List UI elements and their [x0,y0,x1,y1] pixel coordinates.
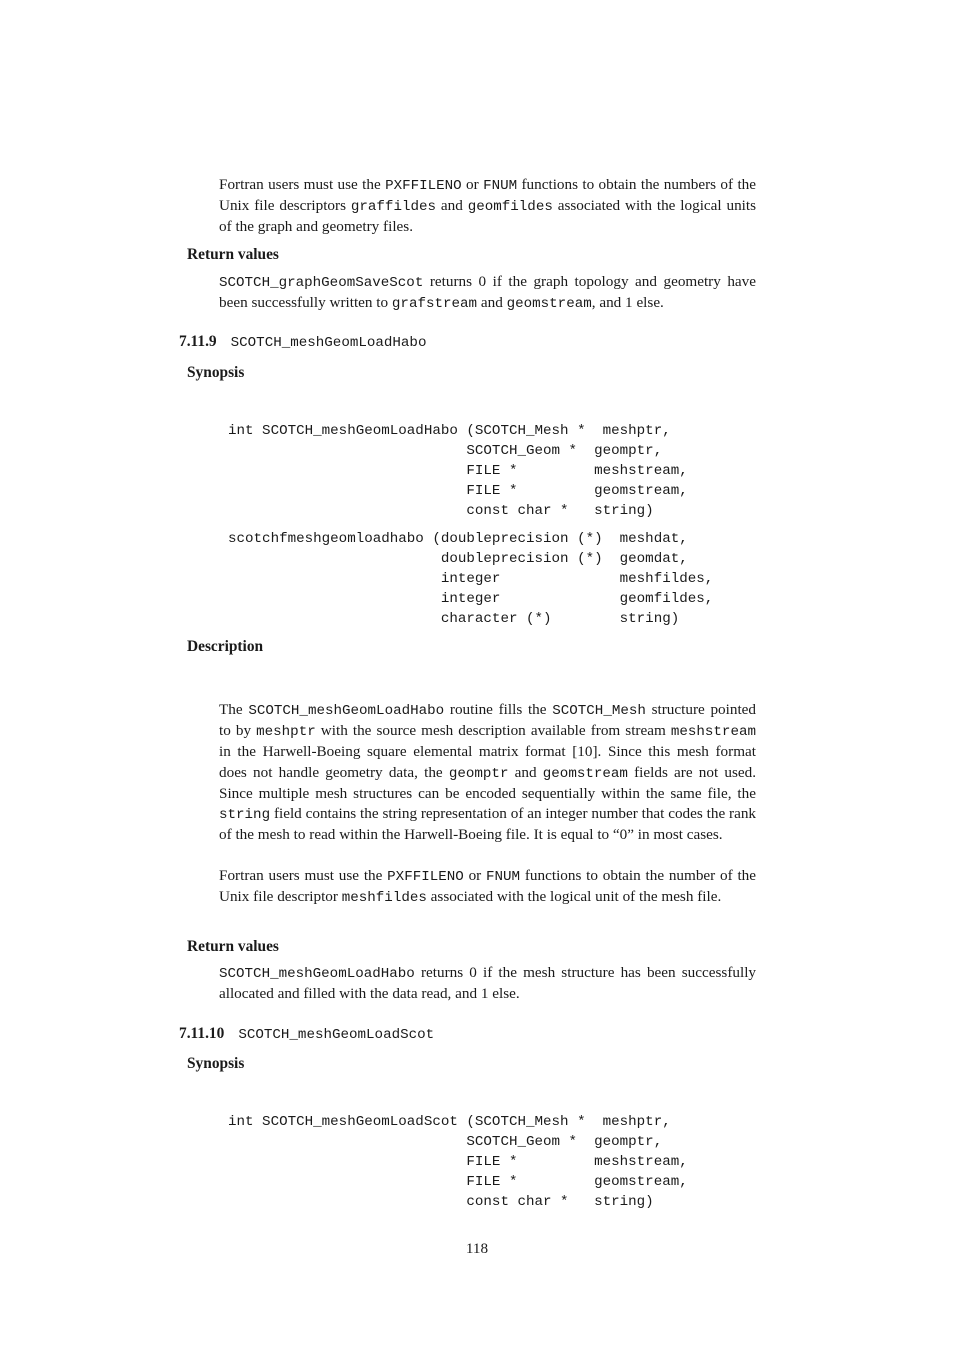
code-geomstream: geomstream [542,765,628,782]
code-string: string [219,807,271,824]
text: in the Harwell-Boeing square elemental matrix format [10]. Since this mesh format does not handle geometry data, the [219,743,756,781]
section-heading-scot [179,1025,434,1043]
text: or [468,867,482,884]
code-function-name: SCOTCH_meshGeomLoadHabo [248,703,445,719]
text: and [480,294,503,312]
code-function-name: SCOTCH_graphGeomSaveScot [219,275,424,291]
page-number: 118 [465,1240,489,1257]
section-title: SCOTCH_meshGeomLoadScot [238,1027,435,1043]
fortran-note-mesh [219,866,756,908]
text: and [514,763,537,781]
code-function-name: SCOTCH_meshGeomLoadHabo [219,966,415,982]
text: Fortran users must use the [219,176,381,193]
c-prototype-habo: int SCOTCH_meshGeomLoadHabo (SCOTCH_Mesh * meshptr, SCOTCH_Geom * geomptr, FILE * meshstream, FILE * geomstream, const char * string) [228,423,688,519]
text: functions to obtain the numbers of the Unix file descriptors [219,176,756,215]
text: and [440,197,463,215]
code-meshstream: meshstream [670,724,756,741]
text: returns 0 if the mesh structure has been successfully allocated and filled with the data read, and 1 else. [219,964,757,1003]
section-number: 7.11.9 [179,333,217,350]
section-number: 7.11.10 [179,1025,225,1042]
text: routine fills the [449,701,547,718]
code-geomstream: geomstream [506,296,592,313]
code-pxffileno: PXFFILENO [387,869,464,885]
return-values-habo [219,963,756,1004]
code-geomfildes: geomfildes [467,199,553,216]
section-title: SCOTCH_meshGeomLoadHabo [230,335,427,351]
code-meshfildes: meshfildes [341,890,427,907]
description-heading: Description [187,638,264,655]
description-paragraph [219,700,756,845]
section-heading-habo [179,333,426,351]
code-scotch-mesh: SCOTCH_Mesh [552,703,646,719]
text: associated with the logical unit of the mesh file. [430,888,722,906]
return-values-heading-habo: Return values [187,938,279,955]
text: returns 0 if the graph topology and geometry have been successfully written to [219,273,757,312]
c-prototype-scot: int SCOTCH_meshGeomLoadScot (SCOTCH_Mesh * meshptr, SCOTCH_Geom * geomptr, FILE * meshstream, FILE * geomstream, const char * string) [228,1114,688,1210]
code-pxffileno: PXFFILENO [385,178,462,194]
text: field contains the string representation of an integer number that codes the rank of the mesh to read within the Harwell-Boeing file. It is equal to “0” in most cases. [219,805,757,844]
text: with the source mesh description available from stream [320,722,666,740]
code-fnum: FNUM [486,869,521,885]
text: , and 1 else. [591,294,664,312]
text: associated with the logical units of the graph and geometry files. [219,197,757,236]
fortran-note-graph [219,175,756,238]
text: The [219,701,243,718]
return-values-graph [219,272,756,314]
text: fields are not used. Since multiple mesh structures can be encoded sequentially within the same file, the [219,763,756,802]
text: or [466,176,479,193]
synopsis-heading: Synopsis [187,364,245,381]
code-meshptr: meshptr [256,724,316,741]
fortran-prototype-habo: scotchfmeshgeomloadhabo (doubleprecision (*) meshdat, doubleprecision (*) geomdat, integer meshfildes, integer geomfildes, character (*) string) [228,531,714,627]
code-graffildes: graffildes [350,199,437,216]
text: Fortran users must use the [219,867,383,884]
code-fnum: FNUM [483,178,518,194]
return-values-heading: Return values [187,246,279,263]
text: functions to obtain the number of the Unix file descriptor [219,867,756,906]
code-geomptr: geomptr [448,765,509,782]
synopsis-heading-scot: Synopsis [187,1055,245,1072]
text: structure pointed to by [219,701,757,740]
code-grafstream: grafstream [391,296,478,313]
